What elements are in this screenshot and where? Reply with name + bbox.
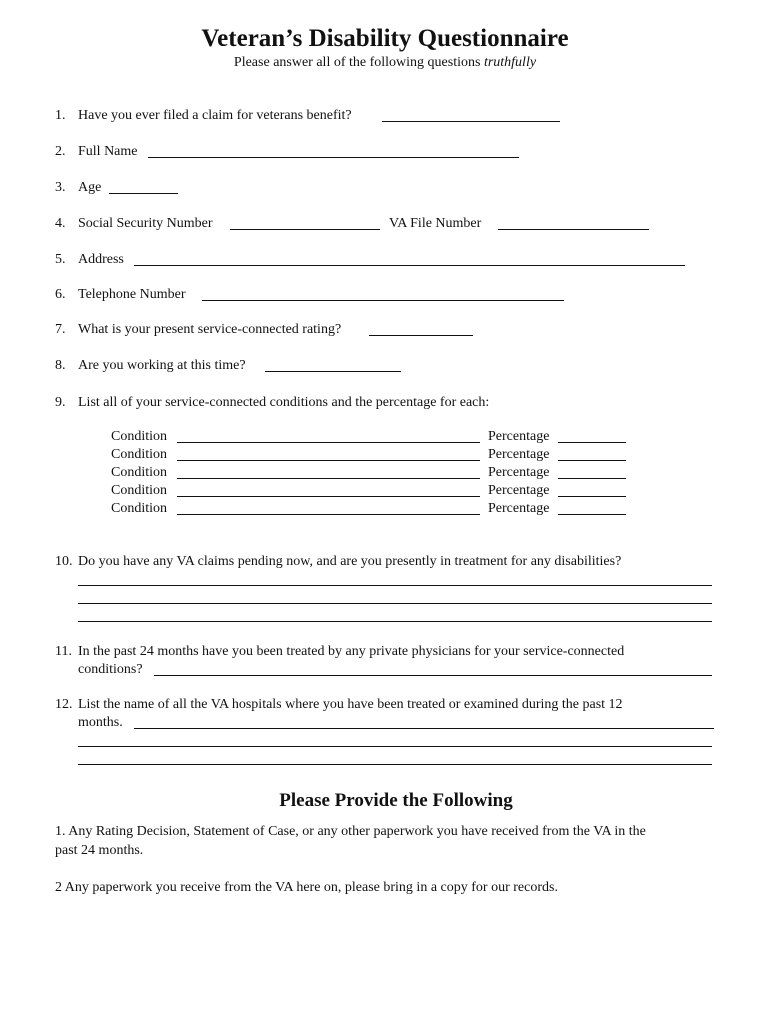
percentage-label: Percentage: [488, 465, 550, 480]
q2-label: Full Name: [78, 144, 138, 159]
q11-label-line1: In the past 24 months have you been treated by any private physicians for your service-connected: [78, 644, 625, 659]
q3-label: Age: [78, 180, 102, 195]
q11-answer-field[interactable]: [154, 660, 712, 676]
q10-number: 10.: [55, 554, 73, 569]
condition-label: Condition: [111, 465, 168, 480]
q9-label: List all of your service-connected conditions and the percentage for each:: [78, 395, 490, 410]
q4-label: Social Security Number: [78, 216, 213, 231]
percentage-label: Percentage: [488, 501, 550, 516]
page-title: Veteran’s Disability Questionnaire: [201, 25, 569, 52]
q11-number: 11.: [55, 644, 72, 659]
percentage-label: Percentage: [488, 483, 550, 498]
percentage-field[interactable]: [558, 427, 626, 443]
full-name-field[interactable]: [148, 142, 519, 158]
q12-answer-line[interactable]: [78, 764, 712, 765]
condition-label: Condition: [111, 447, 168, 462]
q12-number: 12.: [55, 697, 73, 712]
provide-item-1-line2: past 24 months.: [55, 843, 144, 858]
condition-field[interactable]: [177, 445, 480, 461]
q10-answer-line[interactable]: [78, 603, 712, 604]
q10-answer-line[interactable]: [78, 621, 712, 622]
condition-label: Condition: [111, 501, 168, 516]
q7-number: 7.: [55, 322, 66, 337]
q5-label: Address: [78, 252, 124, 267]
percentage-field[interactable]: [558, 463, 626, 479]
percentage-field[interactable]: [558, 499, 626, 515]
q10-answer-line[interactable]: [78, 585, 712, 586]
q12-answer-line[interactable]: [78, 746, 712, 747]
provide-item-2: 2 Any paperwork you receive from the VA here on, please bring in a copy for our records.: [55, 880, 558, 895]
provide-heading: Please Provide the Following: [279, 790, 513, 811]
rating-field[interactable]: [369, 320, 473, 336]
percentage-field[interactable]: [558, 481, 626, 497]
condition-field[interactable]: [177, 427, 480, 443]
q8-label: Are you working at this time?: [78, 358, 246, 373]
q1-label: Have you ever filed a claim for veterans benefit?: [78, 108, 352, 123]
q2-number: 2.: [55, 144, 66, 159]
q3-number: 3.: [55, 180, 66, 195]
q8-number: 8.: [55, 358, 66, 373]
q9-number: 9.: [55, 395, 66, 410]
subtitle-text: Please answer all of the following questions: [233, 55, 484, 70]
q6-number: 6.: [55, 287, 66, 302]
address-field[interactable]: [134, 250, 685, 266]
provide-item-1-line1: 1. Any Rating Decision, Statement of Case, or any other paperwork you have received from the VA in the: [55, 824, 646, 839]
q4-number: 4.: [55, 216, 66, 231]
ssn-field[interactable]: [230, 214, 380, 230]
q11-label-line2: conditions?: [78, 662, 143, 677]
page-subtitle: [0, 55, 770, 71]
q12-answer-field[interactable]: [134, 713, 714, 729]
condition-field[interactable]: [177, 499, 480, 515]
q10-label: Do you have any VA claims pending now, and are you presently in treatment for any disabilities?: [78, 554, 622, 569]
q6-label: Telephone Number: [78, 287, 186, 302]
telephone-field[interactable]: [202, 285, 564, 301]
working-field[interactable]: [265, 356, 401, 372]
q7-label: What is your present service-connected rating?: [78, 322, 342, 337]
q12-label-line2: months.: [78, 715, 123, 730]
condition-field[interactable]: [177, 481, 480, 497]
condition-label: Condition: [111, 483, 168, 498]
condition-label: Condition: [111, 429, 168, 444]
q1-answer-field[interactable]: [382, 106, 560, 122]
percentage-field[interactable]: [558, 445, 626, 461]
va-file-number-field[interactable]: [498, 214, 649, 230]
q5-number: 5.: [55, 252, 66, 267]
percentage-label: Percentage: [488, 429, 550, 444]
condition-field[interactable]: [177, 463, 480, 479]
subtitle-emphasis: truthfully: [483, 55, 537, 70]
percentage-label: Percentage: [488, 447, 550, 462]
va-file-number-label: VA File Number: [389, 216, 482, 231]
q1-number: 1.: [55, 108, 66, 123]
age-field[interactable]: [109, 178, 178, 194]
q12-label-line1: List the name of all the VA hospitals where you have been treated or examined during the past 12: [78, 697, 623, 712]
